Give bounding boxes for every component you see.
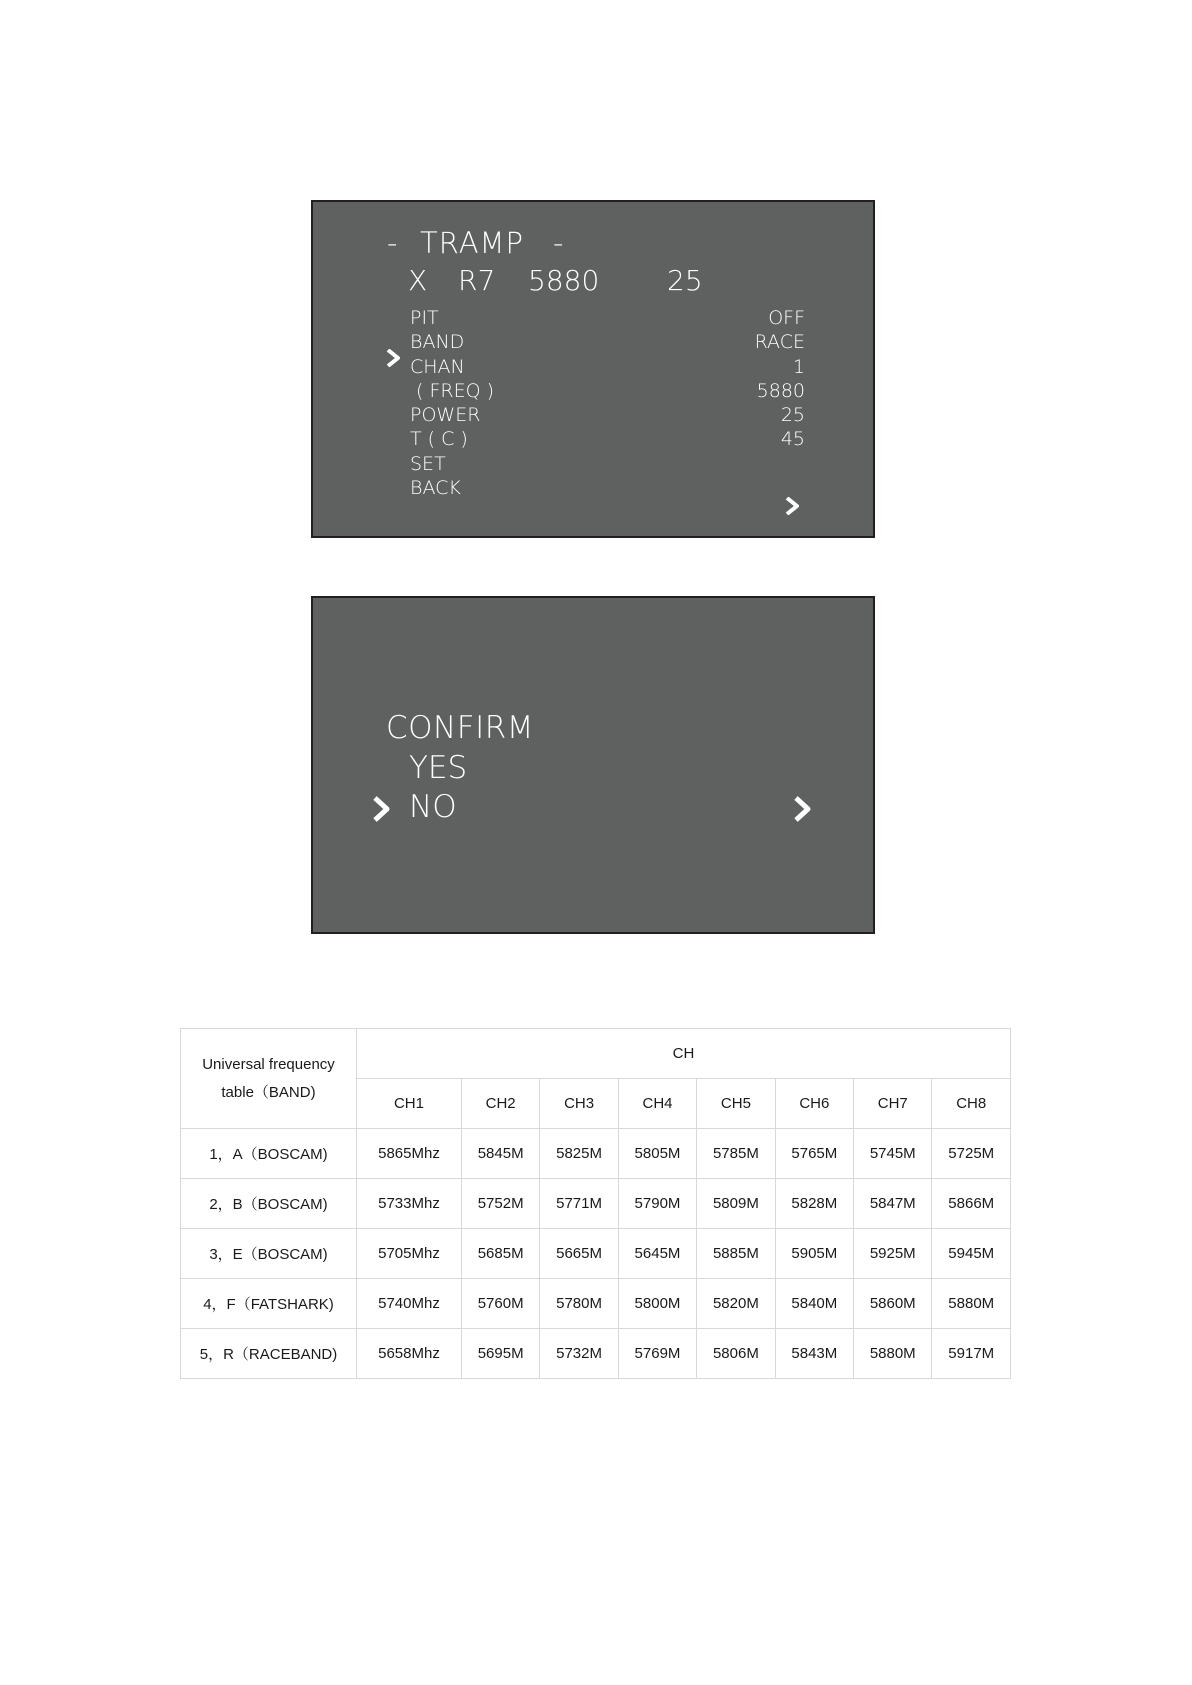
table-row xyxy=(181,1129,1011,1179)
freq-cell: 5828M xyxy=(775,1179,853,1229)
band-label: 1，A（BOSCAM) xyxy=(181,1129,357,1179)
channel-header: CH7 xyxy=(854,1079,932,1129)
chevron-right-icon xyxy=(372,758,392,860)
freq-cell: 5880M xyxy=(932,1279,1011,1329)
freq-cell: 5865Mhz xyxy=(357,1129,462,1179)
freq-cell: 5820M xyxy=(697,1279,775,1329)
universal-frequency-table xyxy=(180,1028,1011,1379)
menu-item-freq: ( FREQ ) xyxy=(416,380,494,402)
freq-cell: 5705Mhz xyxy=(357,1229,462,1279)
menu-value-freq: 5880 xyxy=(756,380,805,402)
freq-cell: 5665M xyxy=(540,1229,618,1279)
channel-header: CH6 xyxy=(775,1079,853,1129)
menu-value-temp: 45 xyxy=(780,428,805,450)
band-label: 3，E（BOSCAM) xyxy=(181,1229,357,1279)
freq-cell: 5752M xyxy=(461,1179,539,1229)
menu-value-chan: 1 xyxy=(792,356,805,378)
freq-cell: 5845M xyxy=(461,1129,539,1179)
menu-value-power: 25 xyxy=(780,404,805,426)
menu-item-chan[interactable]: CHAN xyxy=(410,356,465,378)
freq-cell: 5790M xyxy=(618,1179,696,1229)
menu-item-pit[interactable]: PIT xyxy=(410,307,439,329)
channel-header: CH1 xyxy=(357,1079,462,1129)
menu-value-band: RACE xyxy=(754,331,805,353)
table-corner-label: Universal frequency table（BAND) xyxy=(181,1029,357,1129)
freq-cell: 5843M xyxy=(775,1329,853,1379)
title-dash-left: - xyxy=(387,226,399,260)
menu-item-back[interactable]: BACK xyxy=(410,477,461,499)
freq-cell: 5880M xyxy=(854,1329,932,1379)
menu-item-temp: T ( C ) xyxy=(410,428,468,450)
confirm-no-option[interactable]: NO xyxy=(409,789,457,825)
freq-cell: 5905M xyxy=(775,1229,853,1279)
freq-cell: 5765M xyxy=(775,1129,853,1179)
freq-cell: 5805M xyxy=(618,1129,696,1179)
band-label: 5，R（RACEBAND) xyxy=(181,1329,357,1379)
menu-value-pit: OFF xyxy=(768,307,805,329)
freq-cell: 5800M xyxy=(618,1279,696,1329)
band-label: 4，F（FATSHARK) xyxy=(181,1279,357,1329)
freq-cell: 5809M xyxy=(697,1179,775,1229)
set-chevron-right-icon[interactable] xyxy=(785,459,805,553)
freq-cell: 5825M xyxy=(540,1129,618,1179)
table-header-row xyxy=(181,1029,1011,1079)
table-row xyxy=(181,1279,1011,1329)
chevron-right-icon xyxy=(386,311,406,405)
freq-cell: 5806M xyxy=(697,1329,775,1379)
status-band-channel: R7 xyxy=(458,264,496,297)
channel-header: CH4 xyxy=(618,1079,696,1129)
freq-cell: 5733Mhz xyxy=(357,1179,462,1229)
channel-header: CH3 xyxy=(540,1079,618,1129)
channel-header: CH2 xyxy=(461,1079,539,1129)
title-dash-right: - xyxy=(553,226,565,260)
freq-cell: 5840M xyxy=(775,1279,853,1329)
table-row xyxy=(181,1229,1011,1279)
freq-cell: 5860M xyxy=(854,1279,932,1329)
freq-cell: 5866M xyxy=(932,1179,1011,1229)
freq-cell: 5925M xyxy=(854,1229,932,1279)
tramp-title: TRAMP xyxy=(420,226,525,260)
freq-cell: 5760M xyxy=(461,1279,539,1329)
freq-cell: 5785M xyxy=(697,1129,775,1179)
freq-cell: 5732M xyxy=(540,1329,618,1379)
menu-item-power[interactable]: POWER xyxy=(410,404,481,426)
freq-cell: 5740Mhz xyxy=(357,1279,462,1329)
freq-cell: 5725M xyxy=(932,1129,1011,1179)
freq-cell: 5658Mhz xyxy=(357,1329,462,1379)
status-power: 25 xyxy=(667,264,703,297)
freq-cell: 5645M xyxy=(618,1229,696,1279)
status-flag: X xyxy=(408,264,428,297)
status-frequency: 5880 xyxy=(528,264,600,297)
freq-cell: 5771M xyxy=(540,1179,618,1229)
band-label: 2，B（BOSCAM) xyxy=(181,1179,357,1229)
table-row xyxy=(181,1179,1011,1229)
freq-cell: 5780M xyxy=(540,1279,618,1329)
freq-cell: 5695M xyxy=(461,1329,539,1379)
freq-cell: 5885M xyxy=(697,1229,775,1279)
confirm-osd-screen xyxy=(311,596,875,934)
freq-cell: 5847M xyxy=(854,1179,932,1229)
channel-header: CH5 xyxy=(697,1079,775,1129)
channel-header: CH8 xyxy=(932,1079,1011,1129)
freq-cell: 5917M xyxy=(932,1329,1011,1379)
freq-cell: 5945M xyxy=(932,1229,1011,1279)
menu-item-set[interactable]: SET xyxy=(410,453,446,475)
tramp-osd-screen xyxy=(311,200,875,538)
confirm-yes-option[interactable]: YES xyxy=(409,750,468,786)
yes-chevron-right-icon[interactable] xyxy=(793,758,813,860)
freq-cell: 5685M xyxy=(461,1229,539,1279)
freq-cell: 5745M xyxy=(854,1129,932,1179)
table-row xyxy=(181,1329,1011,1379)
confirm-title: CONFIRM xyxy=(386,710,534,746)
channel-group-header: CH xyxy=(357,1029,1011,1079)
freq-cell: 5769M xyxy=(618,1329,696,1379)
menu-item-band[interactable]: BAND xyxy=(410,331,465,353)
